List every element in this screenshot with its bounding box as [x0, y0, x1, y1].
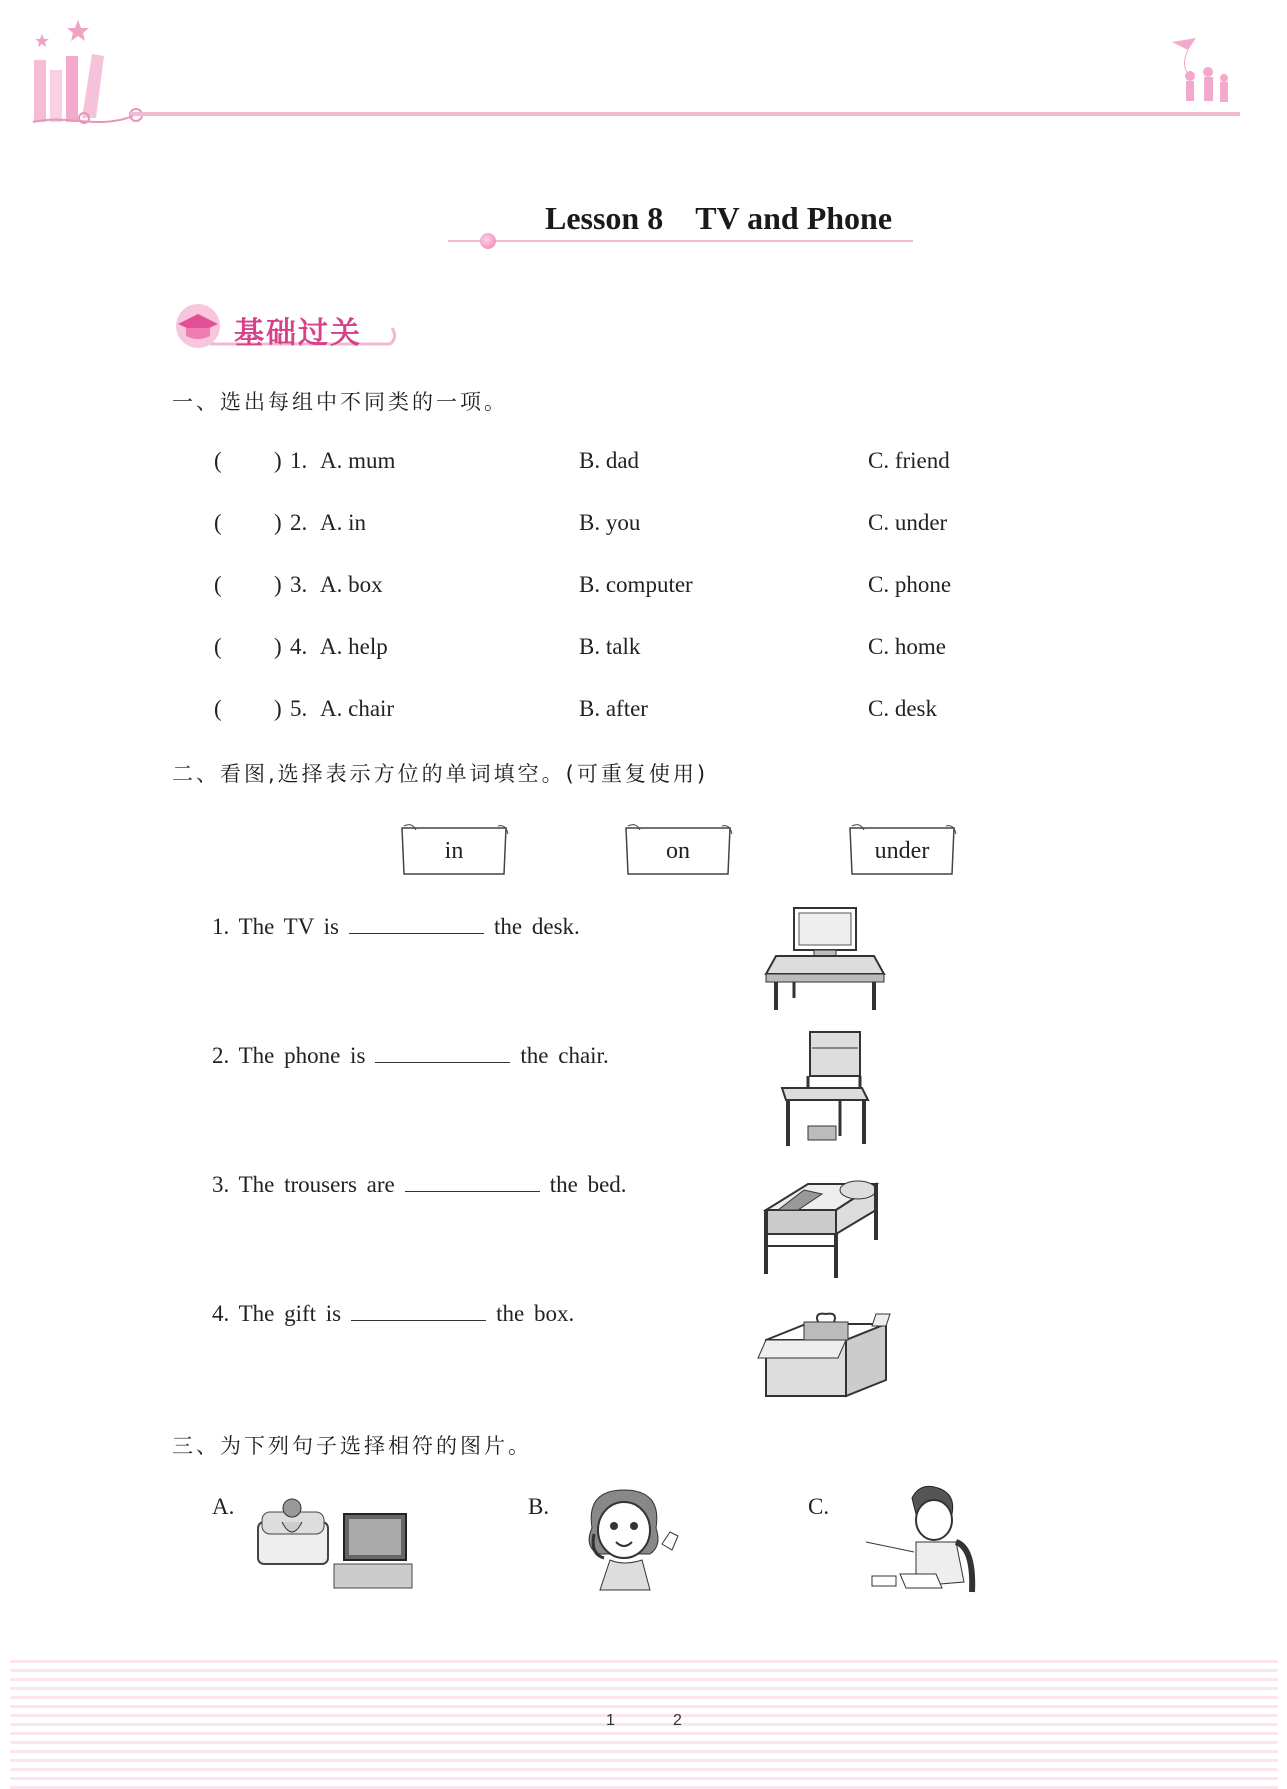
answer-blank[interactable]: [351, 1302, 486, 1321]
footer-band: [10, 1655, 1278, 1789]
option-c: C. under: [868, 510, 948, 535]
sentence-start: 1. The TV is: [212, 914, 340, 939]
word-under: under: [874, 838, 930, 864]
word-in: in: [444, 838, 464, 864]
gift-in-box-image: [756, 1310, 896, 1407]
sentence-end: the bed.: [549, 1172, 627, 1197]
lesson-number: Lesson 8: [544, 200, 664, 236]
option-b: B. after: [579, 696, 648, 721]
fill-sentence-2: [212, 1043, 609, 1069]
option-b: B. talk: [579, 634, 641, 659]
header-rule: [130, 112, 1240, 116]
answer-paren-open: (: [214, 572, 222, 597]
question-number: 1.: [290, 448, 308, 473]
header-logo: [28, 18, 158, 138]
fill-sentence-4: [212, 1301, 574, 1327]
fill-sentence-1: [212, 914, 580, 940]
question-number: 3.: [290, 572, 308, 597]
option-a: A. box: [320, 572, 383, 597]
option-c: C. phone: [868, 572, 952, 597]
question-row-3: [212, 572, 1112, 602]
sentence-end: the desk.: [494, 914, 580, 939]
page-number-left: 1: [606, 1712, 615, 1729]
lesson-topic: TV and Phone: [695, 200, 893, 236]
option-b: B. computer: [579, 572, 693, 597]
answer-blank[interactable]: [405, 1173, 540, 1192]
option-label-b: B.: [528, 1494, 550, 1519]
answer-paren-close: ): [274, 696, 282, 721]
part2-heading: 二、看图,选择表示方位的单词填空。(可重复使用): [172, 762, 709, 786]
option-c: C. home: [868, 634, 946, 659]
question-row-5: [212, 696, 1112, 726]
fill-sentence-3: [212, 1172, 627, 1198]
word-box-under: [846, 824, 958, 878]
header-kite-kids: [1160, 36, 1240, 121]
watching-tv-image: [254, 1492, 414, 1597]
sentence-start: 4. The gift is: [212, 1301, 342, 1326]
answer-paren-open: (: [214, 510, 222, 535]
answer-blank[interactable]: [349, 915, 484, 934]
phone-under-chair-image: [778, 1028, 878, 1155]
option-b: B. you: [579, 510, 641, 535]
trousers-on-bed-image: [758, 1170, 886, 1285]
sentence-end: the box.: [496, 1301, 575, 1326]
answer-paren-close: ): [274, 448, 282, 473]
word-on: on: [666, 838, 690, 864]
question-number: 2.: [290, 510, 308, 535]
answer-blank[interactable]: [375, 1044, 510, 1063]
answer-paren-close: ): [274, 572, 282, 597]
title-dot: [480, 233, 496, 249]
option-a: A. chair: [320, 696, 395, 721]
answer-paren-close: ): [274, 634, 282, 659]
answer-paren-close: ): [274, 510, 282, 535]
lesson-title: [0, 200, 1287, 237]
question-row-2: [212, 510, 1112, 540]
tv-on-desk-image: [764, 906, 888, 1021]
answer-paren-open: (: [214, 448, 222, 473]
part3-heading: 三、为下列句子选择相符的图片。: [172, 1434, 532, 1458]
answer-paren-open: (: [214, 696, 222, 721]
option-label-a: A.: [212, 1494, 235, 1519]
option-c: C. friend: [868, 448, 950, 473]
page-number-right: 2: [673, 1712, 682, 1729]
sentence-start: 2. The phone is: [212, 1043, 366, 1068]
word-box-in: [398, 824, 510, 878]
option-label-c: C.: [808, 1494, 830, 1519]
option-a: A. mum: [320, 448, 396, 473]
question-row-1: [212, 448, 1112, 478]
option-a: A. in: [320, 510, 366, 535]
question-number: 5.: [290, 696, 308, 721]
option-a: A. help: [320, 634, 388, 659]
answer-paren-open: (: [214, 634, 222, 659]
question-number: 4.: [290, 634, 308, 659]
sentence-end: the chair.: [520, 1043, 609, 1068]
word-box-on: [622, 824, 734, 878]
title-underline: [448, 240, 913, 242]
option-c: C. desk: [868, 696, 937, 721]
girl-on-phone-image: [570, 1484, 686, 1599]
sentence-start: 3. The trousers are: [212, 1172, 395, 1197]
boy-reading-image: [864, 1482, 990, 1603]
part1-heading: 一、选出每组中不同类的一项。: [172, 390, 508, 414]
question-row-4: [212, 634, 1112, 664]
option-b: B. dad: [579, 448, 640, 473]
section-label: 基础过关: [234, 316, 362, 351]
